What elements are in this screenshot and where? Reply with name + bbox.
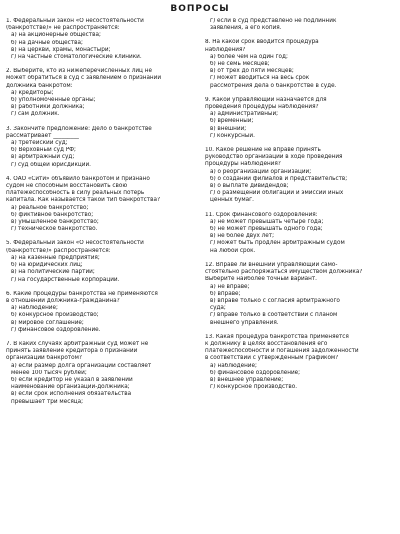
answer-option: в) о выплате дивидендов; <box>210 183 289 190</box>
answer-option: в) внешнее управление; <box>210 376 284 383</box>
answer-option: в) вправе только с согласия арбитражного <box>210 297 340 304</box>
answer-option: б) конкурсное производство; <box>11 312 99 319</box>
answer-option: б) на дачные общества; <box>11 39 83 46</box>
answer-option: б) Верховный суд РФ; <box>11 147 76 154</box>
answer-option: б) уполномоченные органы; <box>11 97 96 104</box>
answer-option: наименование организации-должника; <box>11 384 130 391</box>
answer-option: г) о размещении облигаций и эмиссии иных <box>210 190 344 197</box>
question-text-line: должника банкротом: <box>6 82 73 89</box>
answer-option: заявления, а его копия. <box>210 25 282 32</box>
question-block <box>205 147 394 205</box>
answer-option: а) более чем на один год; <box>210 53 288 60</box>
question-text-line: 12. Вправе ли внешний управляющий само- <box>205 261 338 268</box>
answer-option: г) может вводиться на весь срок <box>210 75 310 82</box>
question-text-line: 3. Закончите предложение: Дело о банкротстве <box>6 125 152 132</box>
question-text-line: может обратиться в суд с заявлением о признании <box>6 75 162 82</box>
answer-option: а) кредиторы; <box>11 89 54 96</box>
question-text-line: 13. Какая процедура банкротства применяется <box>205 333 349 340</box>
answer-option: а) если размер долга организации составляет <box>11 362 152 369</box>
question-text-line: (банкротстве)» не распространяется: <box>6 25 120 32</box>
answer-option: а) третейский суд; <box>11 140 68 147</box>
question-text-line: 10. Какое решение не вправе принять <box>205 147 321 154</box>
question-block <box>205 97 394 140</box>
question-block <box>6 176 195 234</box>
question-block <box>205 212 394 255</box>
answer-option: г) вправе только в соответствии с планом <box>210 312 338 319</box>
answer-option: г) конкурсное производство. <box>210 384 298 391</box>
answer-option: г) если в суд представлено не подлинник <box>210 18 337 24</box>
answer-option: а) наблюдение; <box>11 305 58 312</box>
answer-option: г) сам должник. <box>11 111 60 118</box>
question-text-line: 9. Какой управляющий назначается для <box>205 96 327 103</box>
answer-option: б) о создании филиалов и представительств; <box>210 175 348 182</box>
question-block <box>6 341 195 406</box>
question-text-line: стоятельно распоряжаться имуществом должника? <box>205 269 363 276</box>
answer-option: б) если кредитор не указал в заявлении <box>11 376 133 383</box>
answer-option: в) умышленное банкротство; <box>11 219 99 226</box>
question-text-line: 8. На какой срок вводится процедура <box>205 39 319 46</box>
question-text-line: в соответствии с утвержденным графиком? <box>205 355 339 362</box>
answer-option: а) наблюдение; <box>210 362 257 369</box>
question-block <box>205 334 394 392</box>
right-column <box>205 18 394 532</box>
question-block <box>6 68 195 118</box>
answer-option: в) мировое соглашение; <box>11 319 84 326</box>
answer-option: г) может быть продлен арбитражным судом <box>210 240 345 247</box>
question-text-line: организации банкротом? <box>6 355 82 362</box>
answer-option: суда; <box>210 305 226 312</box>
left-column <box>6 18 195 532</box>
answer-option: на любой срок. <box>210 247 256 254</box>
answer-option: а) административный; <box>210 111 279 118</box>
answer-option: б) не семь месяцев; <box>210 61 270 68</box>
question-text-line: 6. Какие процедуры банкротства не применяются <box>6 290 158 297</box>
answer-option: б) фиктивное банкротство; <box>11 211 94 218</box>
answer-option: рассмотрения дела о банкротстве в суде. <box>210 82 337 89</box>
question-text-line: рассматривает _________ <box>6 132 79 139</box>
question-text-line: 7. В каких случаях арбитражный суд может не <box>6 340 149 347</box>
columns <box>6 18 394 532</box>
question-text-line: 2. Выберите, кто из нижеперечисленных лиц не <box>6 68 152 75</box>
answer-option: б) временный; <box>210 118 254 125</box>
answer-option: а) о реорганизации организации; <box>210 168 312 175</box>
question-text-line: процедуры наблюдения? <box>205 161 281 168</box>
question-text-line: 1. Федеральный закон «О несостоятельности <box>6 18 144 24</box>
question-block <box>205 262 394 327</box>
question-text-line: судом не способным восстановить свою <box>6 183 128 190</box>
answer-option: а) не может превышать четыре года; <box>210 218 324 225</box>
question-block <box>6 18 195 61</box>
answer-option: в) внешний; <box>210 125 247 132</box>
answer-option: в) работники должника; <box>11 104 85 111</box>
answer-option: в) если срок исполнения обязательства <box>11 391 132 398</box>
question-text-line: 11. Срок финансового оздоровления: <box>205 211 318 218</box>
question-text-line: Выберите наиболее точный вариант. <box>205 276 317 283</box>
question-text-line: проведения процедуры наблюдения? <box>205 104 319 111</box>
answer-option: в) на политические партии; <box>11 269 95 276</box>
question-block <box>205 18 394 32</box>
question-text-line: к должнику в целях восстановления его <box>205 340 328 347</box>
question-block <box>6 291 195 334</box>
question-text-line: платежеспособность в силу реальных потерь <box>6 190 145 197</box>
answer-option: г) на частные стоматологические клиники. <box>11 54 142 61</box>
answer-option: в) не более двух лет; <box>210 233 275 240</box>
answer-option: ценных бумаг. <box>210 197 254 204</box>
page-title: ВОПРОСЫ <box>170 4 230 14</box>
question-text-line: руководство организации в ходе проведения <box>205 154 343 161</box>
answer-option: в) на церкви, храмы, монастыри; <box>11 46 111 53</box>
answer-option: а) реальное банкротство; <box>11 204 89 211</box>
answer-option: а) на казенные предприятия; <box>11 254 100 261</box>
question-text-line: (банкротстве)» распространяется: <box>6 247 111 254</box>
answer-option: г) суд общей юрисдикции. <box>11 161 91 168</box>
question-text-line: 5. Федеральный закон «О несостоятельности <box>6 240 144 247</box>
answer-option: б) вправе; <box>210 290 241 297</box>
question-text-line: 4. ОАО «Сити» объявило банкротом и признано <box>6 175 150 182</box>
answer-option: а) на акционерные общества; <box>11 32 101 39</box>
question-text-line: платежеспособности и погашения задолженности <box>205 348 359 355</box>
question-text-line: капитала. Как называется такой тип банкротства? <box>6 197 160 204</box>
answer-option: б) на юридических лиц; <box>11 262 83 269</box>
question-block <box>6 126 195 169</box>
answer-option: г) финансовое оздоровление. <box>11 326 101 333</box>
question-block <box>6 240 195 283</box>
question-text-line: в отношении должника-гражданина? <box>6 297 120 304</box>
answer-option: г) на государственные корпорации. <box>11 276 120 283</box>
answer-option: б) не может превышать одного года; <box>210 226 323 233</box>
answer-option: г) конкурсный. <box>210 132 255 139</box>
answer-option: внешнего управления. <box>210 319 279 326</box>
answer-option: превышает три месяца; <box>11 398 84 405</box>
answer-option: в) арбитражный суд; <box>11 154 75 161</box>
answer-option: менее 100 тысяч рублей; <box>11 369 87 376</box>
answer-option: а) не вправе; <box>210 283 250 290</box>
question-text-line: наблюдения? <box>205 46 246 53</box>
question-text-line: принять заявление кредитора о признании <box>6 348 138 355</box>
question-block <box>205 39 394 89</box>
answer-option: в) от трех до пяти месяцев; <box>210 68 294 75</box>
answer-option: г) техническое банкротство. <box>11 226 98 233</box>
answer-option: б) финансовое оздоровление; <box>210 369 301 376</box>
